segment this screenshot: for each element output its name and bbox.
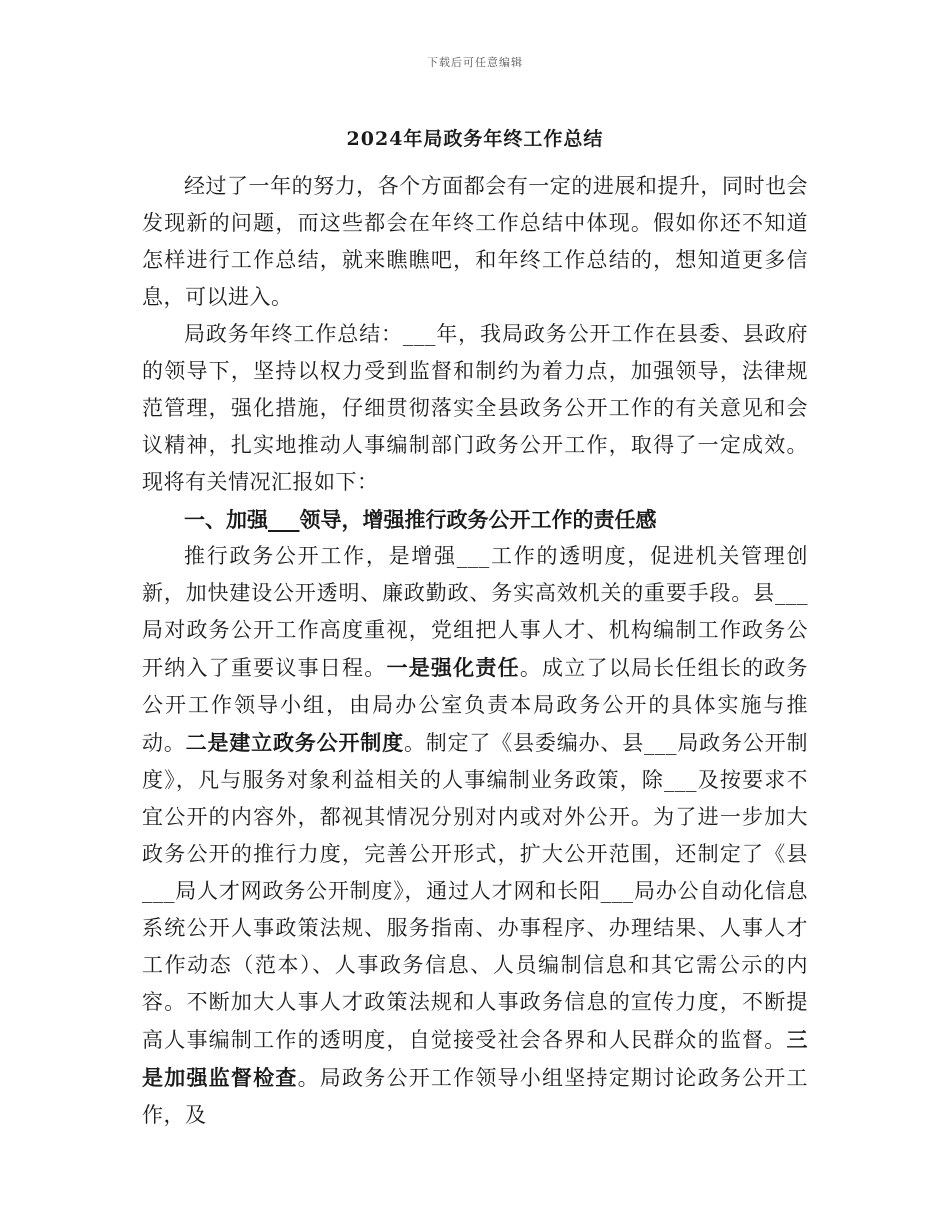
text-run: 。局政务公开工作领导小组坚持定期讨论政务公开工作，及 xyxy=(142,1066,809,1127)
section-heading-1: 一、加强___领导，增强推行政务公开工作的责任感 xyxy=(184,507,657,532)
paragraph-section-1 xyxy=(142,538,808,1134)
text-run: 。制定了《县委编办、县___局政务公开制度》，凡与服务对象利益相关的人事编制业务政策，除___及按要求不宜公开的内容外，都视其情况分别对内或对外公开。为了进一步加大政务公开的推行力度，完善公开形式，扩大公开范围，还制定了《县___局人才网政务公开制度》，通过人才网和长阳___局办公自动化信息系统公开人事政策法规、服务指南、办事程序、办理结果、人事人才工作动态（范本）、人事政务信息、人员编制信息和其它需公示的内容。不断加大人事人才政策法规和人事政务信息的宣传力度，不断提高人事编制工作的透明度，自觉接受社会各界和人民群众的监督。 xyxy=(142,731,809,1052)
bold-run-1: 一是强化责任 xyxy=(386,655,520,680)
bold-run-3: 三是加强监督检查 xyxy=(142,1027,808,1090)
page-header-note: 下载后可任意编辑 xyxy=(427,56,523,69)
paragraph-summary: 局政务年终工作总结：___年，我局政务公开工作在县委、县政府的领导下，坚持以权力受到监督和制约为着力点，加强领导，法律规范管理，强化措施，仔细贯彻落实全县政务公开工作的有关意见和会议精神，扎实地推动人事编制部门政务公开工作，取得了一定成效。现将有关情况汇报如下： xyxy=(142,322,808,494)
text-run: 推行政务公开工作，是增强___工作的透明度，促进机关管理创新，加快建设公开透明、廉政勤政、务实高效机关的重要手段。县___局对政务公开工作高度重视，党组把人事人才、机构编制工作政务公开纳入了重要议事日程。 xyxy=(142,544,808,680)
document-title: 2024年局政务年终工作总结 xyxy=(346,128,604,150)
bold-run-2: 二是建立政务公开制度 xyxy=(185,730,404,755)
paragraph-intro: 经过了一年的努力，各个方面都会有一定的进展和提升，同时也会发现新的问题，而这些都会在年终工作总结中体现。假如你还不知道怎样进行工作总结，就来瞧瞧吧，和年终工作总结的，想知道更多信息，可以进入。 xyxy=(142,174,808,309)
document-body xyxy=(142,168,808,1134)
text-run: 。成立了以局长任组长的政务公开工作领导小组，由局办公室负责本局政务公开的具体实施与推动。 xyxy=(142,656,809,755)
